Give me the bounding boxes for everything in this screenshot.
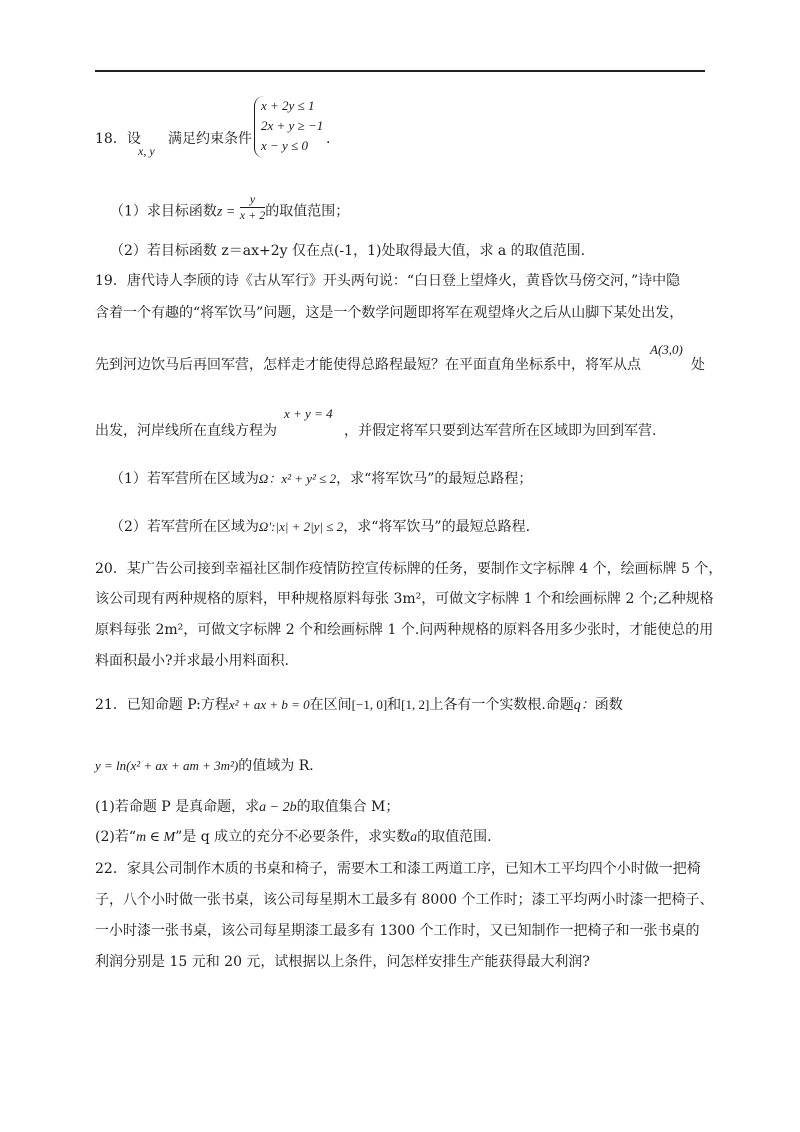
q20-line-3: 原料每张 2m²，可做文字标牌 2 个和绘画标牌 1 个.问两种规格的原料各用多少张时，才能使总的用	[95, 622, 714, 638]
q20-line-2: 该公司现有两种规格的原料，甲种规格原料每张 3m²，可做文字标牌 1 个和绘画标牌 2 个;乙种规格	[95, 591, 714, 607]
q21-interval-1: [−1, 0]	[351, 697, 388, 712]
q20-line-4: 料面积最小?并求最小用料面积.	[95, 653, 289, 669]
q19-region-1: Ω：x² + y² ≤ 2	[258, 471, 337, 486]
q18-number: 18．设	[95, 131, 141, 147]
q19-line-1: 19．唐代诗人李颀的诗《古从军行》开头两句说：“白日登上望烽火，黄昏饮马傍交河，”诗中隐	[95, 273, 681, 289]
q22-line-3: 一小时漆一张书桌，该公司每星期漆工最多有 1300 个工作时，又已知制作一把椅子和一张书桌的	[95, 923, 700, 939]
q21-part1	[95, 798, 399, 817]
q21-post: 函数	[594, 697, 623, 713]
constraint-3: x − y ≤ 0	[261, 138, 308, 153]
q19-part1	[110, 470, 532, 488]
q21-mid2: 和	[387, 697, 402, 713]
q19-line-3-end: 处	[691, 357, 705, 373]
q21-part1-expr: a − 2b	[259, 800, 297, 815]
q18-fraction	[240, 192, 265, 223]
q18-numerator: y	[240, 192, 265, 208]
q21-pre: 21．已知命题 P:方程	[95, 697, 229, 713]
q21-part1-pre: (1)若命题 P 是真命题，求	[95, 799, 260, 815]
q19-line-4-post: ，并假定将军只要到达军营所在区域即为回到军营.	[344, 423, 657, 439]
q19-shore-line: x + y = 4	[284, 406, 333, 421]
q18-z: z =	[216, 204, 236, 220]
q22-line-1: 22．家具公司制作木质的书桌和椅子，需要木工和漆工两道工序，已知木工平均四个小时做一把椅	[95, 861, 701, 877]
q19-line-3: 先到河边饮马后再回军营，怎样走才能使得总路程最短？在平面直角坐标系中，将军从点	[95, 357, 641, 373]
q18-denominator: x + 2	[239, 208, 266, 222]
q21-mid3: 上各有一个实数根.命题	[429, 697, 574, 713]
q22-line-2: 子，八个小时做一张书桌，该公司每星期木工最多有 8000 个工作时；漆工平均两小时漆一把椅子、	[95, 892, 714, 908]
q18-part1-pre: （1）求目标函数	[110, 203, 217, 220]
q18-end: .	[326, 131, 331, 147]
q21-line-1	[95, 696, 623, 715]
q21-part2-post: 的取值范围.	[417, 829, 492, 845]
q22-line-4: 利润分别是 15 元和 20 元，试根据以上条件，问怎样安排生产能获得最大利润?	[95, 954, 590, 970]
q21-part2-mid: ”是 q 成立的充分不必要条件，求实数	[175, 829, 411, 845]
q18-condition: 满足约束条件	[168, 131, 252, 147]
q19-part2-post: ，求“将军饮马”的最短总路程.	[343, 519, 531, 535]
q18-part2: （2）若目标函数 z＝ax+2y 仅在点(-1，1)处取得最大值，求 a 的取值范围.	[110, 243, 586, 259]
q18-part1	[110, 192, 350, 223]
q18-constraint-system	[254, 96, 341, 158]
q21-mid1: 在区间	[309, 697, 352, 713]
q21-q: q：	[573, 698, 595, 713]
constraint-1: x + 2y ≤ 1	[261, 98, 315, 113]
q21-part2-expr: m ∈ M	[136, 830, 176, 845]
q21-function-post: 的值域为 R.	[238, 758, 314, 774]
q21-part2-a: a	[410, 830, 418, 845]
q21-interval-2: [1, 2]	[401, 697, 430, 712]
q21-line-2	[95, 757, 314, 775]
q19-part2-pre: （2）若军营所在区域为	[110, 519, 259, 535]
q19-part1-post: ，求“将军饮马”的最短总路程；	[336, 471, 533, 487]
q21-function: y = ln(x² + ax + am + 3m²)	[95, 758, 239, 773]
q21-part2-pre: (2)若“	[95, 829, 136, 845]
constraint-2: 2x + y ≥ −1	[261, 118, 324, 133]
q18-part1-post: 的取值范围；	[265, 203, 350, 220]
q21-equation: x² + ax + b = 0	[228, 697, 310, 712]
q18-vars: x, y	[138, 144, 155, 158]
q21-part1-post: 的取值集合 M；	[296, 799, 400, 815]
header-rule	[95, 70, 705, 72]
q21-part2	[95, 828, 492, 847]
q19-part1-pre: （1）若军营所在区域为	[110, 471, 259, 487]
q19-point-a: A(3,0)	[650, 342, 683, 357]
q20-line-1: 20．某广告公司接到幸福社区制作疫情防控宣传标牌的任务，要制作文字标牌 4 个，绘画标牌 5 个，	[95, 561, 723, 577]
q19-line-4-pre: 出发，河岸线所在直线方程为	[95, 423, 277, 439]
q19-line-2: 含着一个有趣的“将军饮马”问题，这是一个数学问题即将军在观望烽火之后从山脚下某处出发，	[95, 305, 684, 321]
q19-region-2: Ω′:|x| + 2|y| ≤ 2	[258, 519, 344, 534]
q19-part2	[110, 518, 530, 536]
